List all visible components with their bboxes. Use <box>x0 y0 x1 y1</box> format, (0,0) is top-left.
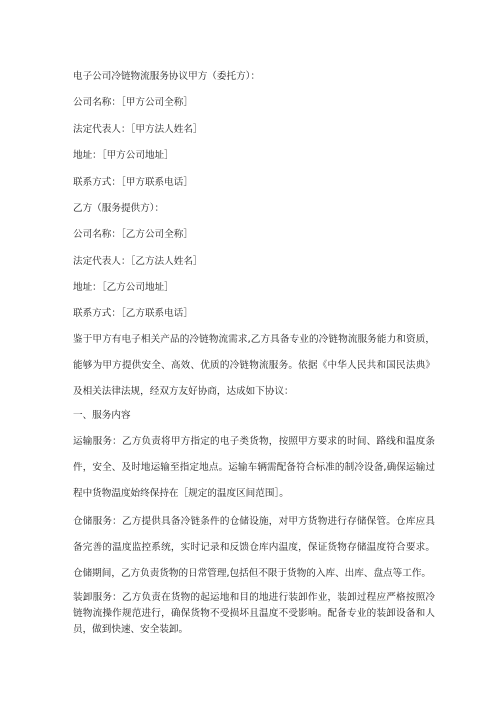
party-b-address: 地址：［乙方公司地址］ <box>73 282 174 293</box>
party-a-company-name: 公司名称：［甲方公司全称］ <box>73 97 193 108</box>
transport-service-paragraph: 运输服务：乙方负责将甲方指定的电子类货物，按照甲方要求的时间、路线和温度条件，安全、及时地运输至指定地点。运输车辆需配备符合标准的制冷设备,确保运输过程中货物温度始终保持在［规定的温度区间范围］。 <box>73 436 435 499</box>
party-b-company-name: 公司名称：［乙方公司全称］ <box>73 229 193 240</box>
section-heading-service-content: 一、服务内容 <box>73 410 131 421</box>
storage-service-paragraph: 仓储服务：乙方提供具备冷链条件的仓储设施，对甲方货物进行存储保管。仓库应具备完善的温度监控系统，实时记录和反馈仓库内温度，保证货物存储温度符合要求。仓储期间，乙方负责货物的日常管理,包括但不限于货物的入库、出库、盘点等工作。 <box>73 516 435 579</box>
party-b-legal-rep: 法定代表人：［乙方法人姓名］ <box>73 256 203 267</box>
party-b-heading: 乙方（服务提供方）： <box>73 203 165 214</box>
party-a-legal-rep: 法定代表人：［甲方法人姓名］ <box>73 124 203 135</box>
preamble-paragraph: 鉴于甲方有电子相关产品的冷链物流需求,乙方具备专业的冷链物流服务能力和资质，能够为甲方提供安全、高效、优质的冷链物流服务。依据《中华人民共和国民法典》及相关法律法规，经双方友好协商，达成如下协议： <box>73 334 435 397</box>
loading-service-paragraph: 装卸服务：乙方负责在货物的起运地和目的地进行装卸作业，装卸过程应严格按照冷链物流操作规范进行，确保货物不受损坏且温度不受影响。配备专业的装卸设备和人员，做到快速、安全装卸。 <box>73 592 435 635</box>
document-title: 电子公司冷链物流服务协议甲方（委托方）： <box>73 71 261 82</box>
party-a-address: 地址：［甲方公司地址］ <box>73 150 174 161</box>
party-b-contact: 联系方式：［乙方联系电话］ <box>73 308 193 319</box>
party-a-contact: 联系方式：［甲方联系电话］ <box>73 177 193 188</box>
